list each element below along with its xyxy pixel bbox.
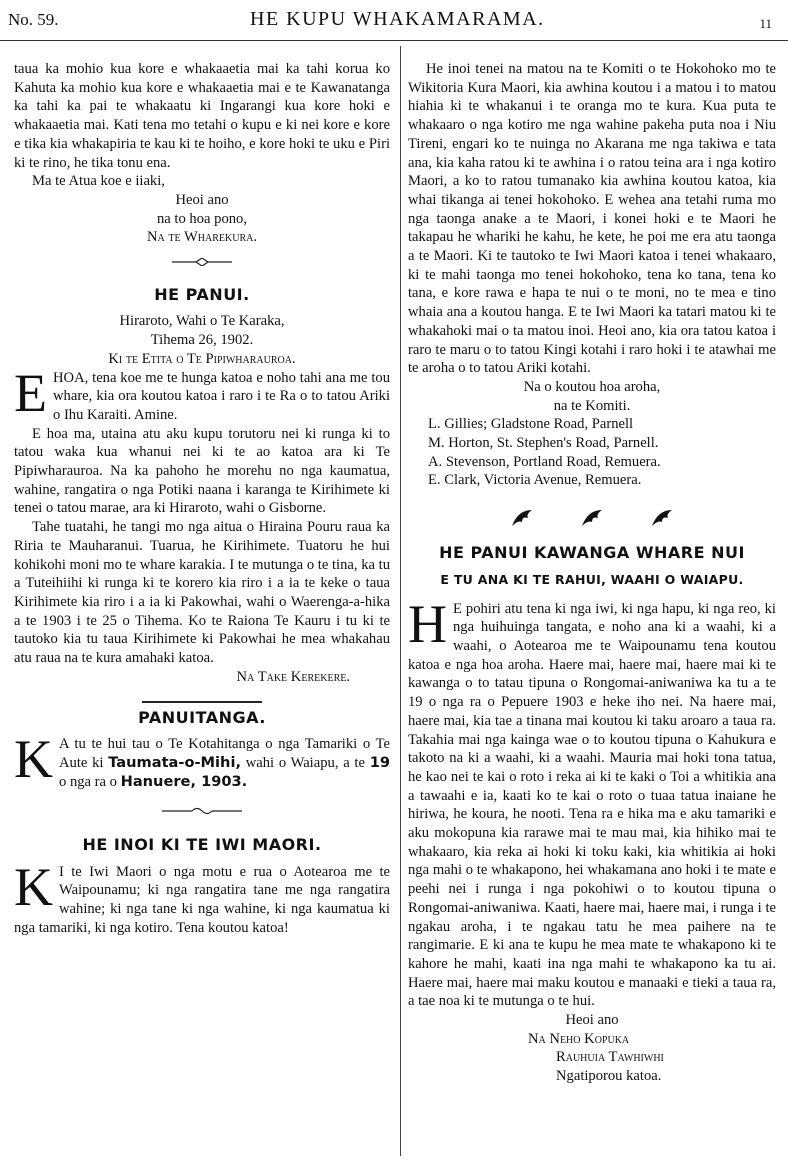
dropcap-k: K bbox=[14, 856, 53, 917]
committee-member: L. Gillies; Gladstone Road, Parnell bbox=[428, 416, 634, 433]
committee-member: A. Stevenson, Portland Road, Remuera. bbox=[428, 453, 661, 470]
section-heading-panuitanga: PANUITANGA. bbox=[138, 707, 266, 727]
inoi-continuation: He inoi tenei na matou na te Komiti o te Hokohoko mo te Wikitoria Kura Maori, kia awhina koutou i a matou i to matou hiahia ki te whakanui i te oranga mo te kura. Kua puta te whakaaro o nga kotiro me nga wahine pakeha puta noa i Niu Tireni, engari ko te nuinga no Akarana me nga takiwa e tata ana, kia kaha ratou ki te awhina i o ratou teina ara i nga kotiro Maori, a ko to ratou tumanako kia awhina koutou katoa, kia whai tikanga ai tenei hokohoko. E wehea ana tetahi ruma mo nga taonga anake a te Maori, i konei hoki e te Maori he takapau he whariki he kahu, he kete, he poi me era atu taonga a te Maori. Ki te tautoko te Iwi Maori katoa i tenei whakaaro, ki te mahi taonga mo tenei hokohoko, tena ko tana, tena ko tana, e kore rawa e hapa te nui o te moni, no te mea e tino whaia ana a koutou hanga. E te Iwi Maori ka tatari matou ki te whakahoki mai o ta matou inoi. Heoi ano, kia ora tatou katoa i raro te maru o to tatou Kingi kotahi i raro hoki i te atawhai me te aroha o to tatou Ariki kotahi. bbox=[408, 61, 776, 377]
dropcap-h: H bbox=[408, 593, 447, 654]
committee-closing-2: na te Komiti. bbox=[553, 397, 631, 414]
section-heading-panui: HE PANUI. bbox=[154, 284, 250, 304]
panui-paragraph-1: HOA, tena koe me te hunga katoa e noho tahi ana me tou whare, kia ora koutou katoa i raro i te Ra o to tatou Ariki o Ihu Karaiti. Amine. bbox=[53, 369, 390, 423]
letter-heoi: Heoi ano bbox=[175, 191, 229, 208]
issue-number: No. 59. bbox=[8, 10, 59, 29]
kawanga-signature-1: Na Neho Kopuka bbox=[528, 1030, 630, 1047]
page-header bbox=[0, 6, 788, 41]
panui-place: Hiraroto, Wahi o Te Karaka, bbox=[119, 313, 285, 330]
dropcap-k: K bbox=[14, 729, 53, 790]
inoi-text: I te Iwi Maori o nga motu e rua o Aotearoa me te Waipounamu; ki nga rangatira tane me nga rangatira wahine; ki nga tane ki nga wahine, ki nga kaumatua ki nga tamariki, ki nga kotiro. Tena koutou katoa! bbox=[14, 863, 390, 936]
ornament-divider bbox=[14, 803, 390, 822]
kawanga-text: E pohiri atu tena ki nga iwi, ki nga hapu, ki nga reo, ki nga huihuinga tangata, e noho ana ki a waahi, ki a waahi, o Aotearoa me te Waipounamu tena koutou katoa e nga hoa aroha. Haere mai, haere mai, haere mai ki te kawanga o to tatau tipuna o Rongomai-aniwaniwa ka tu a te 19 o nga ra o Pepuere 1903 e heke iho nei. Na haere mai, haere mai, kia tae a tinana mai koutou ki taku aroaro a taua ra. Takahia mai nga kainga wae o to koutou tipuna o Kahukura e takoto na ki a waahi, ki a waahi. Mauria mai hoki tona tatua, he kao nei te kai o roto i reka ai ki te kaki o Toi a whitikia ana a tawaahi e ia, kaati ko te kai o roto o tuaa tatua inaiane he hiriwa, he koura, he nooti. Tena ra e hika ma e aku tamariki e aku mokopuna kia rarawe mai te mau mai, kia hihiko mai te whakaaro, kia reka ai hoki ki toku kaki, kia whitikia ai hoki nga mahi o te whakapono, hei whakamana ano hoki i te mate e peehi nei i runga i nga pokohiwi o to koutou tipuna o Rongomai-aniwaniwa. Kaati, haere mai, haere mai, i runga i te ngakau aroha, i te ngakau tatu he mea paihere na te rangimarie. E ki ana te kupu he mea mate te whakapono ki te kahore he mahi, kaati ina nga mahi te whakapono ka tu ai. Haere mai, haere mai maku koutou e manaaki e tieki a taua ra, a tae noa ki te mutunga o te hui. bbox=[408, 600, 776, 1010]
panuitanga-text-mid2: o nga ra o bbox=[59, 773, 121, 790]
kawanga-signature-3: Ngatiporou katoa. bbox=[556, 1068, 662, 1085]
committee-member: E. Clark, Victoria Avenue, Remuera. bbox=[428, 472, 642, 489]
panui-paragraph-3: Tahe tuatahi, he tangi mo nga aitua o Hiraina Pouru raua ka Riria te Mauharanui. Tuarua, he Kirihimete. Tuatoru he hui kohikohi moni mo te whare karakia. I te mutunga o te tina, ka tu a Tuteihiihi ki runga ki te korero kia riro i a ia te keke o taua Kirihimete kia riro i a ia ki Pakowhai, wahi o Waerenga-a-hika a te 1903 i te 25 o Tihema. Ko te Raiona Te Kauru i tu ki te tautoko kia tu taua Kirihimete ki Pakowhai he mea whakahau atu raua na te kura amahaki katoa. bbox=[14, 519, 390, 667]
panuitanga-text-mid: wahi o Waiapu, a te bbox=[241, 754, 370, 771]
panuitanga-text-start: A tu te hui tau o Te Kotahitanga o nga Tamariki o Te Aute ki bbox=[59, 736, 390, 771]
committee-member: M. Horton, St. Stephen's Road, Parnell. bbox=[428, 435, 659, 452]
letter-friend: na to hoa pono, bbox=[157, 210, 247, 227]
dropcap-e: E bbox=[14, 362, 47, 423]
panuitanga-place: Taumata-o-Mihi, bbox=[108, 753, 241, 771]
fern-icon bbox=[508, 506, 536, 530]
panuitanga-month: Hanuere, 1903. bbox=[120, 772, 248, 790]
page-title: HE KUPU WHAKAMARAMA. bbox=[250, 8, 545, 30]
ornament-divider bbox=[14, 253, 390, 272]
panuitanga-day: 19 bbox=[369, 753, 390, 771]
column-divider bbox=[400, 46, 401, 1156]
kawanga-heoi: Heoi ano bbox=[565, 1012, 619, 1029]
panui-addressee: Ki te Etita o Te Pipiwharauroa. bbox=[108, 350, 296, 367]
committee-list bbox=[428, 415, 776, 490]
letter-signature: Na te Wharekura. bbox=[147, 229, 257, 246]
left-column bbox=[14, 60, 390, 938]
page-number: 11 bbox=[759, 16, 772, 31]
letter-closing: Ma te Atua koe e iiaki, bbox=[32, 173, 165, 190]
intro-paragraph: taua ka mohio kua kore e whakaaetia mai ka tahi korua ko Kahuta ka mohio kua kore e whakaaetia mai e te Kawanatanga ka tahi ka pai te whakaatu ki Ingarangi kua kore hoki e whakaaetia mai. Kati tena mo tetahi o kupu e ki nei kore e kore e tika kia whakapiria te kau ki te hoiho, e kore hoki te uku e Piri ki te rino, he tika tonu ena. bbox=[14, 61, 390, 171]
fern-ornaments bbox=[408, 506, 776, 530]
section-subheading-kawanga: E TU ANA KI TE RAHUI, WAAHI O WAIAPU. bbox=[440, 571, 744, 587]
kawanga-signature-2: Rauhuia Tawhiwhi bbox=[556, 1049, 664, 1066]
committee-closing-1: Na o koutou hoa aroha, bbox=[523, 378, 661, 395]
section-heading-inoi: HE INOI KI TE IWI MAORI. bbox=[82, 835, 322, 855]
panui-signature: Na Take Kerekere. bbox=[236, 668, 350, 685]
panui-date: Tihema 26, 1902. bbox=[150, 332, 254, 349]
panui-paragraph-2: E hoa ma, utaina atu aku kupu torutoru nei ki runga ki to tatou waka kua whanui nei ki te ao katoa ara ki Te Pipiwharauroa. Na ka pahoho he morehu no nga kaumatua, wahine, rangatira o nga Potiki naana i karanga te Kirihimete ki tenei o tatou marae, ara ki Hiraroto, wahi o Gisborne. bbox=[14, 425, 390, 517]
fern-icon bbox=[648, 506, 676, 530]
fern-icon bbox=[578, 506, 606, 530]
right-column bbox=[408, 60, 776, 1086]
section-heading-kawanga: HE PANUI KAWANGA WHARE NUI bbox=[439, 543, 745, 563]
section-rule bbox=[142, 701, 262, 703]
